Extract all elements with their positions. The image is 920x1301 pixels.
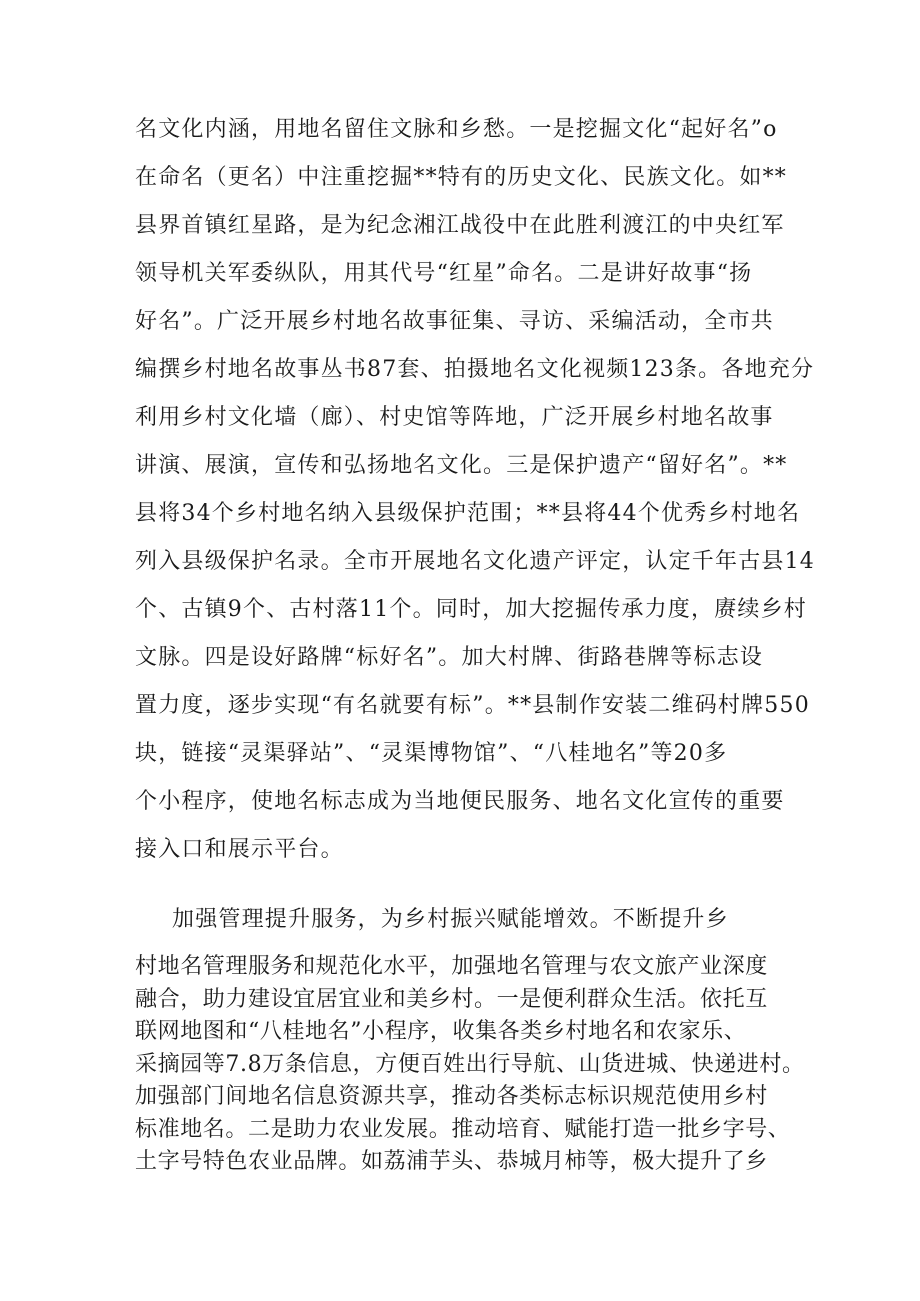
text-line: 融合，助力建设宜居宜业和美乡村。一是便利群众生活。依托互 (135, 986, 768, 1012)
text-line: 县界首镇红星路，是为纪念湘江战役中在此胜利渡江的中央红军 (135, 213, 785, 238)
text-line: 名文化内涵，用地名留住文脉和乡愁。一是挖掘文化“起好名”o (135, 117, 778, 142)
text-line: 利用乡村文化墙（廊）、村史馆等阵地，广泛开展乡村地名故事 (135, 405, 774, 430)
text-line: 领导机关军委纵队，用其代号“红星”命名。二是讲好故事“扬 (135, 261, 753, 286)
text-line: 接入口和展示平台。 (135, 837, 344, 862)
text-line: 在命名（更名）中注重挖掘**特有的历史文化、民族文化。如** (135, 165, 788, 190)
text-line: 县将34个乡村地名纳入县级保护范围；**县将44个优秀乡村地名 (135, 501, 801, 526)
text-line: 加强部门间地名信息资源共享，推动各类标志标识规范使用乡村 (135, 1084, 768, 1109)
text-line: 列入县级保护名录。全市开展地名文化遗产评定，认定千年古县14 (135, 549, 815, 574)
paragraph-management-services (135, 951, 805, 1179)
text-line: 个小程序，使地名标志成为当地便民服务、地名文化宣传的重要 (135, 789, 785, 814)
text-line: 讲演、展演，宣传和弘扬地名文化。三是保护遗产“留好名”。** (135, 453, 788, 478)
text-line: 村地名管理服务和规范化水平，加强地名管理与农文旅产业深度 (135, 954, 768, 979)
text-line: 土字号特色农业品牌。如荔浦芋头、恭城月柿等，极大提升了乡 (135, 1149, 768, 1174)
text-line: 好名”。广泛开展乡村地名故事征集、寻访、采编活动，全市共 (135, 309, 774, 334)
text-line: 采摘园等7.8万条信息，方便百姓出行导航、山货进城、快递进村。 (135, 1051, 805, 1077)
text-line: 联网地图和“八桂地名”小程序，收集各类乡村地名和农家乐、 (135, 1019, 747, 1044)
text-line: 标准地名。二是助力农业发展。推动培育、赋能打造一批乡字号、 (135, 1116, 791, 1142)
paragraph-place-name-culture (135, 106, 815, 874)
text-line: 编撰乡村地名故事丛书87套、拍摄地名文化视频123条。各地充分 (135, 357, 815, 382)
text-line: 置力度，逐步实现“有名就要有标”。**县制作安装二维码村牌550 (135, 693, 810, 718)
text-line: 个、古镇9个、古村落11个。同时，加大挖掘传承力度，赓续乡村 (135, 597, 807, 622)
text-line: 块，链接“灵渠驿站”、“灵渠博物馆”、“八桂地名”等20多 (135, 741, 728, 766)
text-line: 文脉。四是设好路牌“标好名”。加大村牌、街路巷牌等标志设 (135, 645, 764, 670)
paragraph-heading-management-services: 加强管理提升服务，为乡村振兴赋能增效。不断提升乡 (172, 907, 729, 932)
